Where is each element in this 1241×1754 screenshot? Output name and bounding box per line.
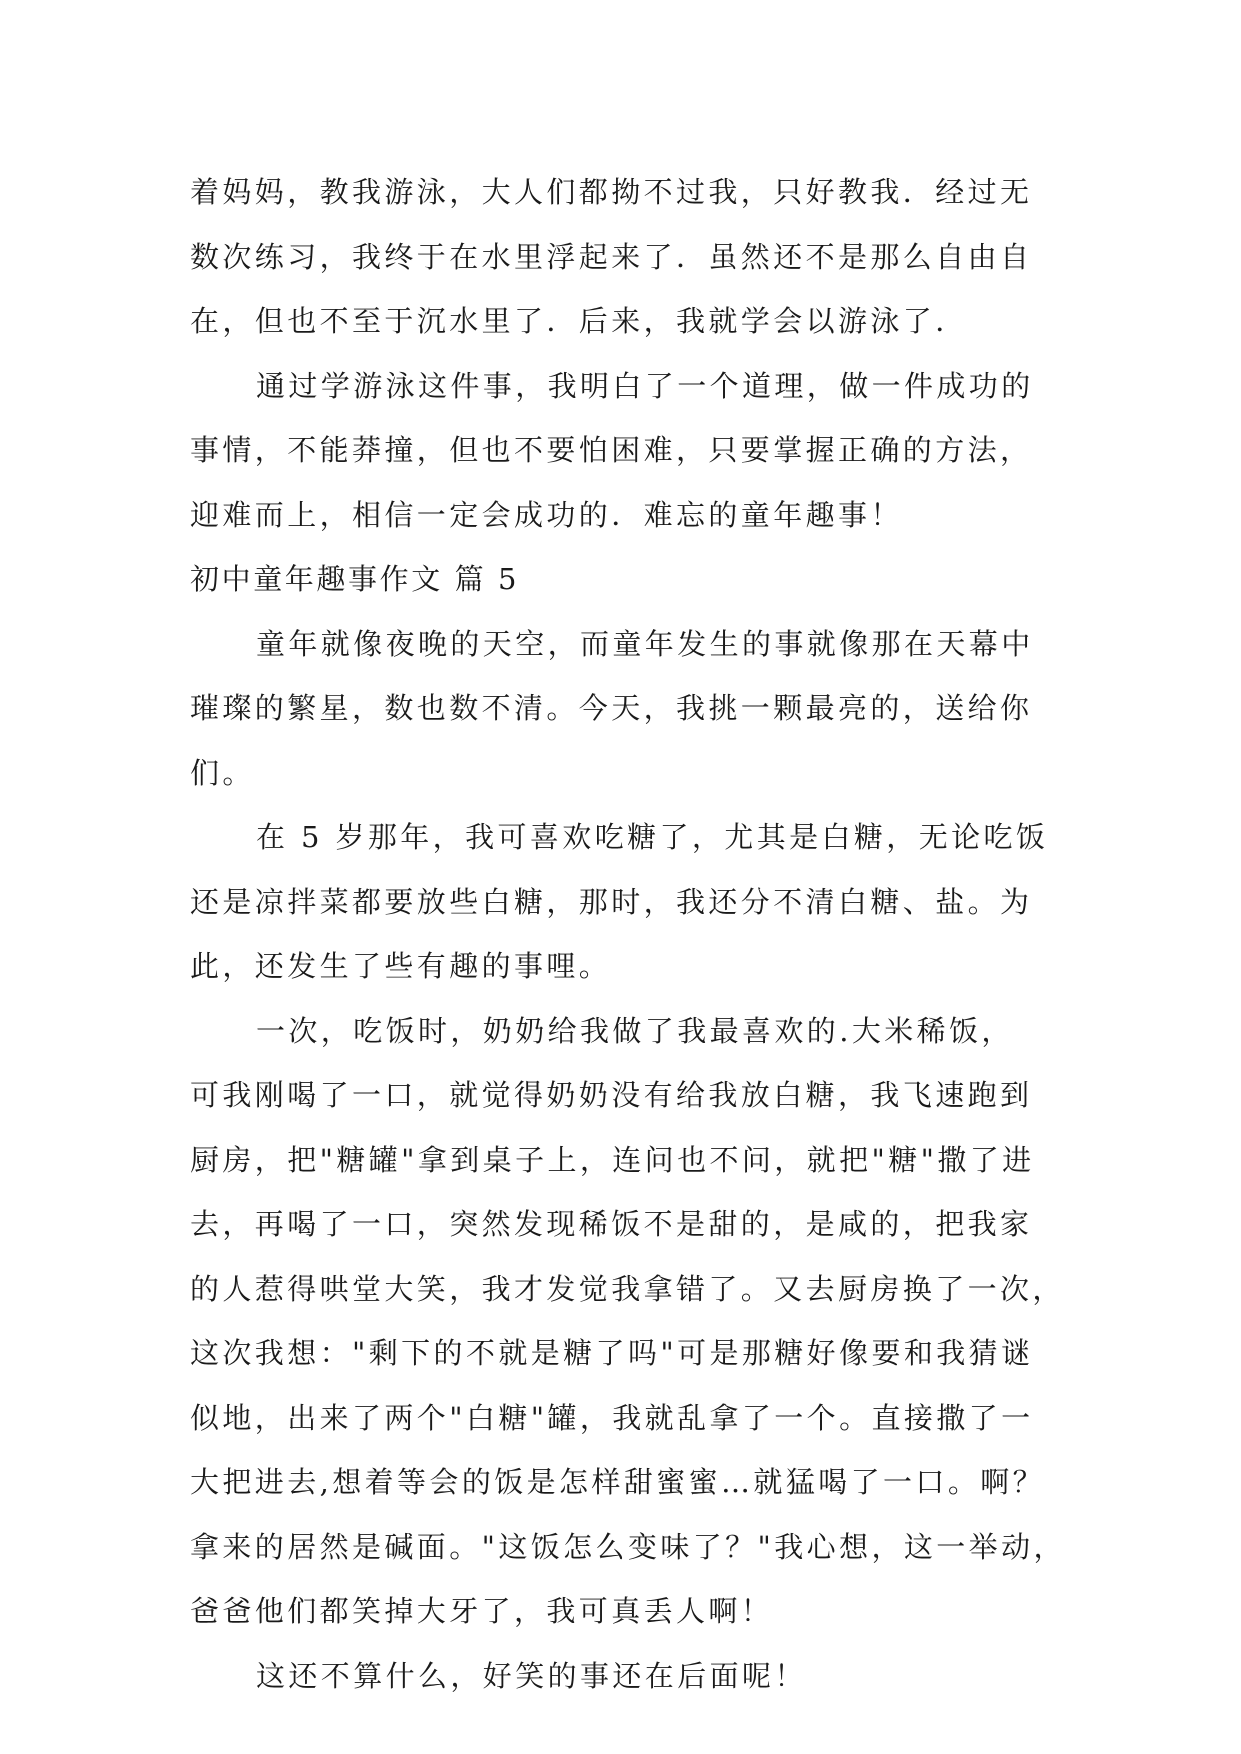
text-line-17: 去，再喝了一口，突然发现稀饭不是甜的，是咸的，把我家	[190, 1207, 1033, 1241]
essay-body	[190, 160, 1066, 1708]
text-line-6: 迎难而上，相信一定会成功的．难忘的童年趣事！	[190, 497, 903, 532]
text-line-2: 数次练习，我终于在水里浮起来了．虽然还不是那么自由自	[190, 239, 1033, 274]
text-line-8: 童年就像夜晚的天空，而童年发生的事就像那在天幕中	[256, 626, 1034, 661]
text-line-12: 还是凉拌菜都要放些白糖，那时，我还分不清白糖、盐。为	[190, 884, 1033, 919]
text-line-11: 在 5 岁那年，我可喜欢吃糖了，尤其是白糖，无论吃饭	[256, 820, 1049, 854]
text-line-14: 一次，吃饭时，奶奶给我做了我最喜欢的.大米稀饭，	[256, 1013, 1014, 1048]
text-line-24: 这还不算什么，好笑的事还在后面呢！	[256, 1658, 807, 1693]
text-line-18: 的人惹得哄堂大笑，我才发觉我拿错了。又去厨房换了一次，	[190, 1271, 1065, 1306]
text-line-23: 爸爸他们都笑掉大牙了，我可真丢人啊！	[190, 1594, 774, 1628]
text-line-16: 厨房，把"糖罐"拿到桌子上，连问也不问，就把"糖"撒了进	[190, 1142, 1035, 1177]
text-line-5: 事情，不能莽撞，但也不要怕困难，只要掌握正确的方法，	[190, 433, 1033, 467]
text-line-13: 此，还发生了些有趣的事哩。	[190, 949, 612, 983]
text-line-3: 在，但也不至于沉水里了．后来，我就学会以游泳了．	[190, 304, 968, 338]
text-line-9: 璀璨的繁星，数也数不清。今天，我挑一颗最亮的，送给你	[190, 691, 1033, 725]
section-heading: 初中童年趣事作文 篇 5	[190, 562, 520, 596]
text-line-21: 大把进去,想着等会的饭是怎样甜蜜蜜…就猛喝了一口。啊？	[190, 1465, 1046, 1499]
text-line-4: 通过学游泳这件事，我明白了一个道理，做一件成功的	[256, 368, 1034, 403]
text-line-22: 拿来的居然是碱面。"这饭怎么变味了？"我心想，这一举动，	[190, 1529, 1066, 1564]
text-line-15: 可我刚喝了一口，就觉得奶奶没有给我放白糖，我飞速跑到	[190, 1078, 1033, 1112]
text-line-1: 着妈妈，教我游泳，大人们都拗不过我，只好教我．经过无	[190, 175, 1033, 209]
text-line-19: 这次我想："剩下的不就是糖了吗"可是那糖好像要和我猜谜	[190, 1336, 1034, 1370]
text-line-20: 似地，出来了两个"白糖"罐，我就乱拿了一个。直接撒了一	[190, 1400, 1034, 1435]
text-line-10: 们。	[190, 755, 255, 790]
